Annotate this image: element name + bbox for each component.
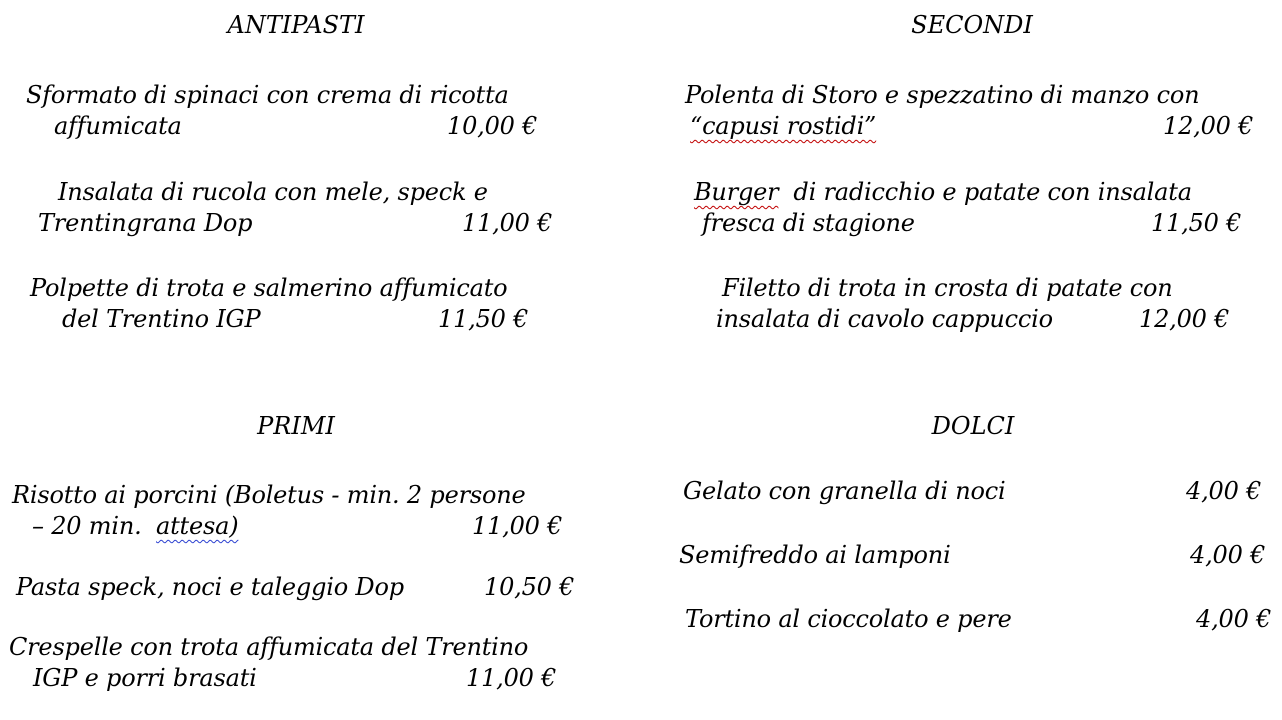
secondi-item-3-line2: insalata di cavolo cappuccio bbox=[716, 305, 1053, 333]
antipasti-item-2-line1: Insalata di rucola con mele, speck e bbox=[58, 178, 488, 206]
primi-item-1-line2a: – 20 min. bbox=[32, 512, 149, 540]
secondi-item-2-line2: fresca di stagione bbox=[702, 209, 915, 237]
primi-item-3-line1: Crespelle con trota affumicata del Trentino bbox=[9, 633, 529, 661]
primi-item-3-price: 11,00 € bbox=[466, 664, 557, 692]
antipasti-item-2-price: 11,00 € bbox=[462, 209, 553, 237]
primi-item-2-line1: Pasta speck, noci e taleggio Dop bbox=[16, 573, 404, 601]
antipasti-heading: ANTIPASTI bbox=[227, 11, 365, 39]
antipasti-item-2-line2: Trentingrana Dop bbox=[38, 209, 253, 237]
dolci-item-3-name: Tortino al cioccolato e pere bbox=[685, 605, 1012, 633]
secondi-item-3-price: 12,00 € bbox=[1139, 305, 1230, 333]
primi-item-1-line2b: attesa) bbox=[156, 512, 239, 540]
dolci-heading: DOLCI bbox=[931, 412, 1015, 440]
antipasti-item-1-line1: Sformato di spinaci con crema di ricotta bbox=[26, 81, 509, 109]
antipasti-item-3-line2: del Trentino IGP bbox=[62, 305, 261, 333]
secondi-item-2-price: 11,50 € bbox=[1151, 209, 1242, 237]
primi-item-3-line2: IGP e porri brasati bbox=[33, 664, 257, 692]
dolci-item-3-price: 4,00 € bbox=[1196, 605, 1272, 633]
primi-item-1-line1: Risotto ai porcini (Boletus - min. 2 persone bbox=[12, 481, 526, 509]
dolci-item-1-price: 4,00 € bbox=[1186, 477, 1262, 505]
secondi-item-2-line1-rest: di radicchio e patate con insalata bbox=[786, 178, 1192, 206]
secondi-heading: SECONDI bbox=[911, 11, 1033, 39]
dolci-item-2-name: Semifreddo ai lamponi bbox=[679, 541, 951, 569]
antipasti-item-1-line2: affumicata bbox=[54, 112, 182, 140]
dolci-item-1-name: Gelato con granella di noci bbox=[683, 477, 1006, 505]
secondi-item-3-line1: Filetto di trota in crosta di patate con bbox=[722, 274, 1173, 302]
primi-item-2-price: 10,50 € bbox=[484, 573, 575, 601]
secondi-item-1-price: 12,00 € bbox=[1163, 112, 1254, 140]
primi-item-1-price: 11,00 € bbox=[472, 512, 563, 540]
secondi-item-1-line2: “capusi rostidi” bbox=[690, 112, 877, 140]
primi-heading: PRIMI bbox=[257, 412, 335, 440]
secondi-item-1-line1: Polenta di Storo e spezzatino di manzo con bbox=[685, 81, 1200, 109]
antipasti-item-1-price: 10,00 € bbox=[447, 112, 538, 140]
dolci-item-2-price: 4,00 € bbox=[1190, 541, 1266, 569]
antipasti-item-3-line1: Polpette di trota e salmerino affumicato bbox=[30, 274, 508, 302]
antipasti-item-3-price: 11,50 € bbox=[438, 305, 529, 333]
secondi-item-2-line1-word: Burger bbox=[694, 178, 779, 206]
